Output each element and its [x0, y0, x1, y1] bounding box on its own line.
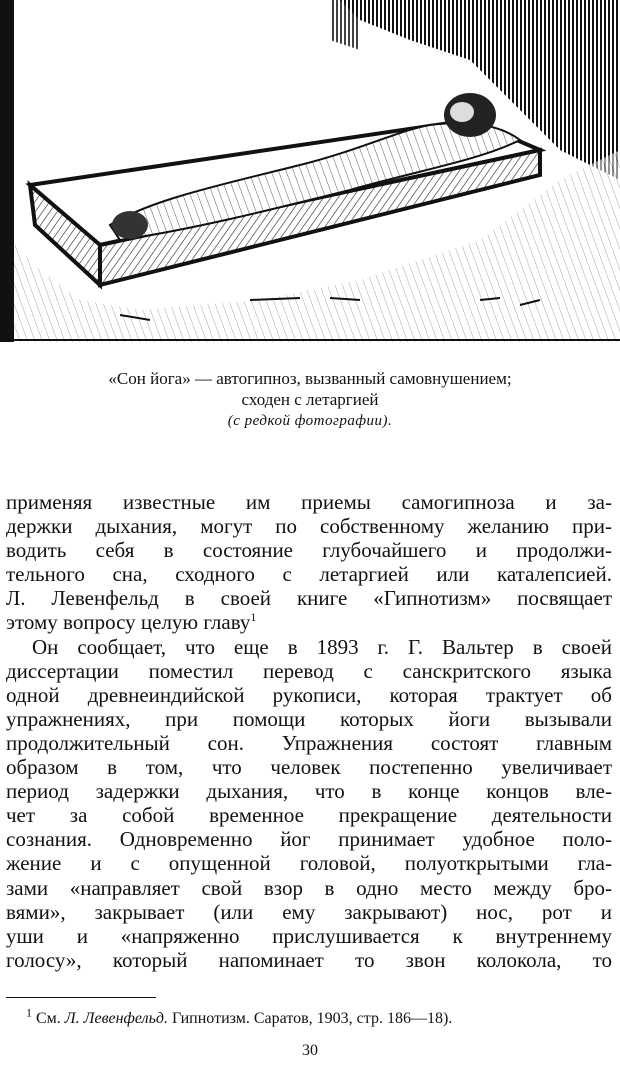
text-line: держки дыхания, могут по собственному желанию при- — [6, 514, 612, 539]
text-line: диссертации поместил перевод с санскритского языка — [6, 658, 612, 683]
text-line: уши и «напряженно прислушивается к внутреннему — [6, 923, 612, 948]
text-line: жение и с опущенной головой, полуоткрытыми гла- — [6, 851, 612, 876]
text-line: зами «направляет свой взор в одно место между бро- — [6, 875, 612, 900]
footnote-marker: 1 — [26, 1005, 32, 1020]
footnote-author: Л. Левенфельд. — [64, 1010, 168, 1027]
text-line: Он сообщает, что еще в 1893 г. Г. Вальтер в своей — [32, 634, 612, 659]
text-line: тельного сна, сходного с летаргией или каталепсией. — [6, 562, 612, 587]
page-number: 30 — [302, 1042, 318, 1059]
footnote-divider — [6, 997, 156, 998]
text-line: упражнениях, при помощи которых йоги вызывали — [6, 706, 612, 731]
figure-caption-line-1: «Сон йога» — автогипноз, вызванный самовнушением; — [108, 369, 512, 388]
text-line — [6, 610, 612, 634]
footnote — [26, 1005, 612, 1029]
body-text — [6, 490, 612, 972]
figure-caption-line-2: сходен с летаргией — [241, 390, 379, 409]
text-line: продолжительный сон. Упражнения состоят главным — [6, 730, 612, 755]
text-line: период задержки дыхания, что в конце концов вле- — [6, 779, 612, 804]
sleeping-yogi-illustration — [0, 0, 620, 342]
text-line: одной древнеиндийской рукописи, которая трактует об — [6, 682, 612, 707]
text-line: образом в том, что человек постепенно увеличивает — [6, 755, 612, 780]
text-line: сознания. Одновременно йог принимает удобное поло- — [6, 827, 612, 852]
text-line: применяя известные им приемы самогипноза и за- — [6, 490, 612, 514]
text-line: водить себя в состояние глубочайшего и продолжи- — [6, 538, 612, 563]
text-line: Л. Левенфельд в своей книге «Гипнотизм» посвящает — [6, 586, 612, 611]
text-line: чет за собой временное прекращение деятельности — [6, 803, 612, 828]
footnote-reference: 1 — [250, 610, 257, 625]
text-line: голосу», который напоминает то звон колокола, то — [6, 947, 612, 972]
footnote-citation: Гипнотизм. Саратов, 1903, стр. 186—18). — [171, 1010, 453, 1027]
footnote-prefix: См. — [36, 1010, 61, 1027]
text-line: вями», закрывает (или ему закрывают) нос, рот и — [6, 899, 612, 924]
text-line-content: этому вопросу целую главу — [6, 610, 251, 635]
figure-caption-source: (с редкой фотографии). — [227, 413, 393, 429]
